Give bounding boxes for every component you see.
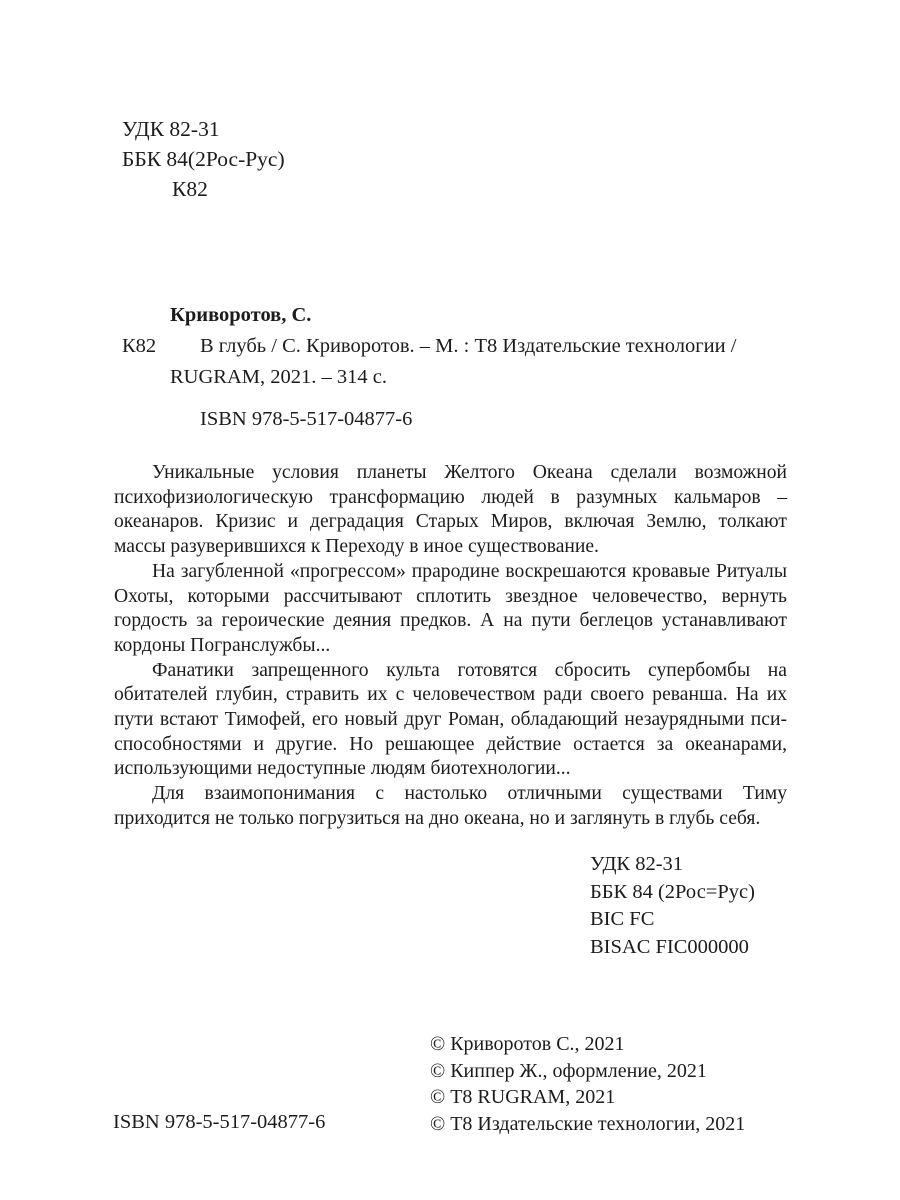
annotation-paragraph: На загубленной «прогрессом» прародине воскрешаются кровавые Ритуалы Охоты, которыми рассчитывают сплотить звездное человечество, вернуть гордость за героические деяния предков. А на пути беглецов устанавливают кордоны Погранслужбы... [114,560,787,656]
copyright-line: © Криворотов С., 2021 [430,1033,625,1055]
annotation-paragraph: Фанатики запрещенного культа готовятся сбросить супербомбы на обитателей глубин, стравить их с человечеством ради своего реванша. На их пути встают Тимофей, его новый друг Роман, обладающий незаурядными пси-способностями и другие. Но решающее действие остается за океанарами, использующими недоступные людям биотехнологии... [114,659,787,780]
catalog-card-title-line2: RUGRAM, 2021. – 314 с. [170,366,387,388]
catalog-card-title-line [122,331,802,362]
catalog-card [122,300,802,393]
annotation-paragraph: Для взаимопонимания с настолько отличными существами Тиму приходится не только погрузиться на дно океана, но и заглянуть в глубь себя. [114,783,787,829]
bic-code: BIC FC [590,908,655,930]
udk-code: УДК 82-31 [590,853,684,875]
copyright-block [430,1031,745,1137]
copyright-line: © Т8 Издательские технологии, 2021 [430,1112,746,1135]
isbn-line: ISBN 978-5-517-04877-6 [200,408,413,430]
bisac-code: BISAC FIC000000 [590,935,749,958]
footer-isbn: ISBN 978-5-517-04877-6 [113,1111,326,1133]
bbk-code: ББК 84 (2Рос=Рус) [590,880,755,903]
annotation-paragraph: Уникальные условия планеты Желтого Океана сделали возможной психофизиологическую трансформацию людей в разумных кальмаров – океанаров. Кризис и деградация Старых Миров, включая Землю, толкают массы разуверившихся к Переходу в иное существование. [114,462,787,558]
top-classification-block [122,114,285,204]
annotation-text [114,461,787,832]
catalog-card-author: Криворотов, С. [170,304,312,326]
copyright-line: © Киппер Ж., оформление, 2021 [430,1059,707,1082]
catalog-card-code: К82 [122,335,157,357]
bbk-line: ББК 84(2Рос-Рус) [122,147,285,171]
author-code-line: К82 [172,177,208,201]
copyright-line: © Т8 RUGRAM, 2021 [430,1086,616,1109]
udk-line: УДК 82-31 [122,117,220,141]
classification-codes-block [590,851,755,961]
catalog-card-title: В глубь / С. Криворотов. – М. : Т8 Издательские технологии / [200,335,737,357]
